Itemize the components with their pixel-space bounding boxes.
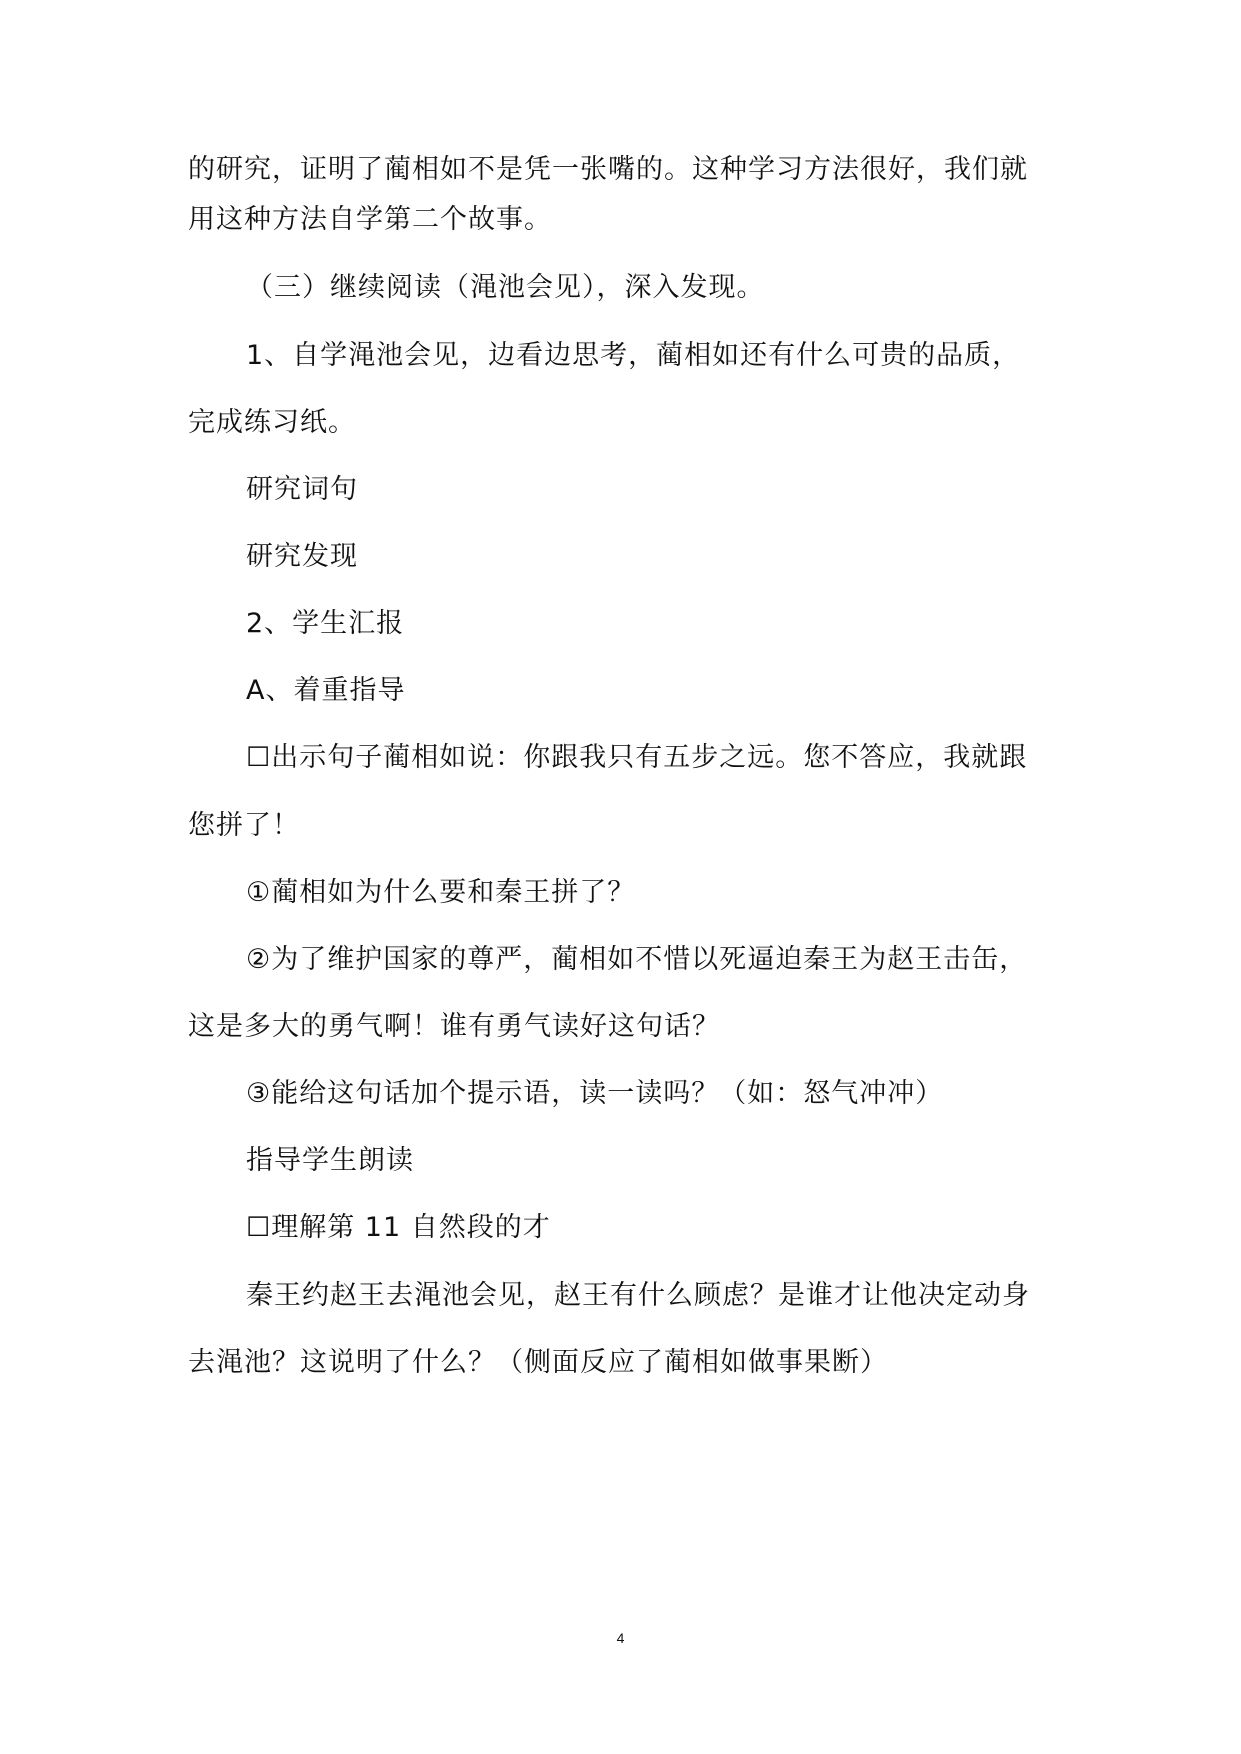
text-line: ☐理解第 11 自然段的才 (246, 1212, 551, 1243)
text-line: 用这种方法自学第二个故事。 (188, 204, 552, 235)
text-line: 1、自学渑池会见，边看边思考，蔺相如还有什么可贵的品质， (246, 340, 1021, 371)
text-line: 完成练习纸。 (188, 407, 356, 438)
page-number: 4 (616, 1630, 625, 1646)
text-line: 秦王约赵王去渑池会见，赵王有什么顾虑？是谁才让他决定动身 (246, 1280, 1030, 1311)
text-line: ①蔺相如为什么要和秦王拼了？ (246, 877, 636, 908)
text-line: ☐出示句子蔺相如说：你跟我只有五步之远。您不答应，我就跟 (246, 742, 1028, 773)
text-line: 研究发现 (246, 541, 358, 572)
text-line: ③能给这句话加个提示语，读一读吗？（如：怒气冲冲） (246, 1078, 944, 1109)
section-heading: （三）继续阅读（渑池会见），深入发现。 (246, 272, 765, 303)
text-line: 指导学生朗读 (246, 1145, 414, 1176)
text-line: 去渑池？这说明了什么？（侧面反应了蔺相如做事果断） (188, 1347, 888, 1378)
text-line: 这是多大的勇气啊！谁有勇气读好这句话？ (188, 1011, 720, 1042)
text-line: 您拼了！ (188, 810, 300, 841)
text-line: 2、学生汇报 (246, 608, 405, 639)
text-line: A、着重指导 (246, 675, 406, 706)
text-line: ②为了维护国家的尊严，蔺相如不惜以死逼迫秦王为赵王击缶， (246, 944, 1028, 975)
text-line: 研究词句 (246, 474, 358, 505)
text-line: 的研究，证明了蔺相如不是凭一张嘴的。这种学习方法很好，我们就 (188, 154, 1028, 185)
